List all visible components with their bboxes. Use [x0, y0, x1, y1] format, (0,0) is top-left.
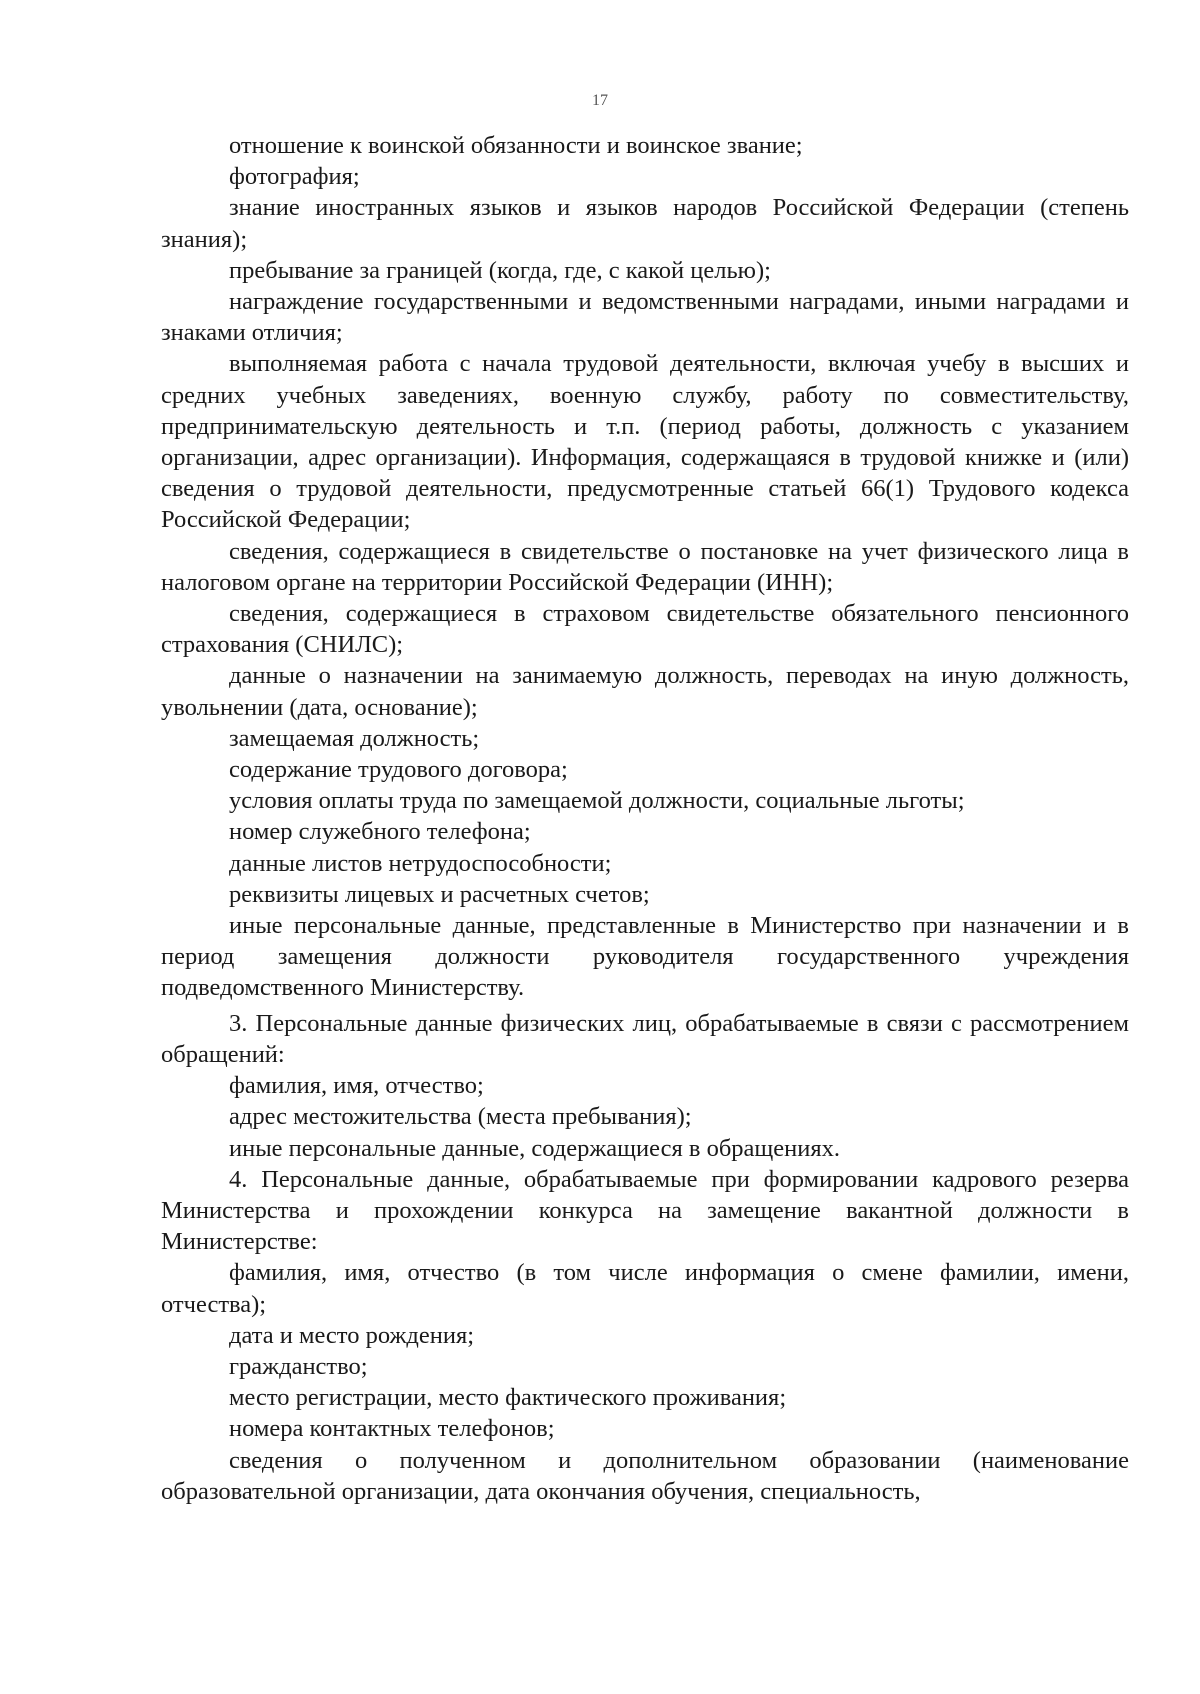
- paragraph: условия оплаты труда по замещаемой должности, социальные льготы;: [229, 787, 965, 815]
- page-number: 17: [592, 92, 608, 109]
- paragraph: иные персональные данные, представленные в Министерство при назначении и в период замещения должности руководителя государственного учреждения подведомственного Министерству.: [161, 912, 1129, 1002]
- paragraph: фотография;: [229, 163, 360, 191]
- paragraph: сведения, содержащиеся в свидетельстве о постановке на учет физического лица в налоговом органе на территории Российской Федерации (ИНН);: [161, 537, 1129, 596]
- paragraph: выполняемая работа с начала трудовой деятельности, включая учебу в высших и средних учебных заведениях, военную службу, работу по совместительству, предпринимательскую деятельность и т.п. (период работы, должность с указанием организации, адрес организации). Информация, содержащаяся в трудовой книжке и (или) сведения о трудовой деятельности, предусмотренные статьей 66(1) Трудового кодекса Российской Федерации;: [161, 350, 1129, 534]
- paragraph: фамилия, имя, отчество;: [229, 1072, 484, 1100]
- paragraph: сведения, содержащиеся в страховом свидетельстве обязательного пенсионного страхования (СНИЛС);: [161, 600, 1129, 659]
- paragraph: иные персональные данные, содержащиеся в обращениях.: [229, 1134, 841, 1162]
- paragraph: сведения о полученном и дополнительном образовании (наименование образовательной организации, дата окончания обучения, специальность,: [161, 1446, 1129, 1505]
- section-heading-4: 4. Персональные данные, обрабатываемые при формировании кадрового резерва Министерства и прохождении конкурса на замещение вакантной должности в Министерстве:: [161, 1165, 1129, 1256]
- paragraph: место регистрации, место фактического проживания;: [229, 1384, 787, 1412]
- document-body: [161, 130, 1129, 1507]
- section-heading-3: 3. Персональные данные физических лиц, обрабатываемые в связи с рассмотрением обращений:: [161, 1009, 1129, 1068]
- paragraph: фамилия, имя, отчество (в том числе информация о смене фамилии, имени, отчества);: [161, 1259, 1129, 1318]
- paragraph: данные листов нетрудоспособности;: [229, 849, 612, 877]
- paragraph: знание иностранных языков и языков народов Российской Федерации (степень знания);: [161, 194, 1129, 253]
- paragraph: адрес местожительства (места пребывания);: [229, 1103, 692, 1131]
- paragraph: замещаемая должность;: [229, 724, 480, 752]
- paragraph: отношение к воинской обязанности и воинское звание;: [229, 132, 803, 159]
- paragraph: дата и место рождения;: [229, 1321, 475, 1349]
- paragraph: данные о назначении на занимаемую должность, переводах на иную должность, увольнении (дата, основание);: [161, 662, 1129, 721]
- paragraph: номер служебного телефона;: [229, 818, 531, 846]
- paragraph: пребывание за границей (когда, где, с какой целью);: [229, 256, 771, 284]
- paragraph: награждение государственными и ведомственными наградами, иными наградами и знаками отличия;: [161, 288, 1129, 347]
- paragraph: содержание трудового договора;: [229, 756, 568, 784]
- paragraph: реквизиты лицевых и расчетных счетов;: [229, 880, 650, 908]
- paragraph: номера контактных телефонов;: [229, 1415, 555, 1443]
- paragraph: гражданство;: [229, 1352, 368, 1380]
